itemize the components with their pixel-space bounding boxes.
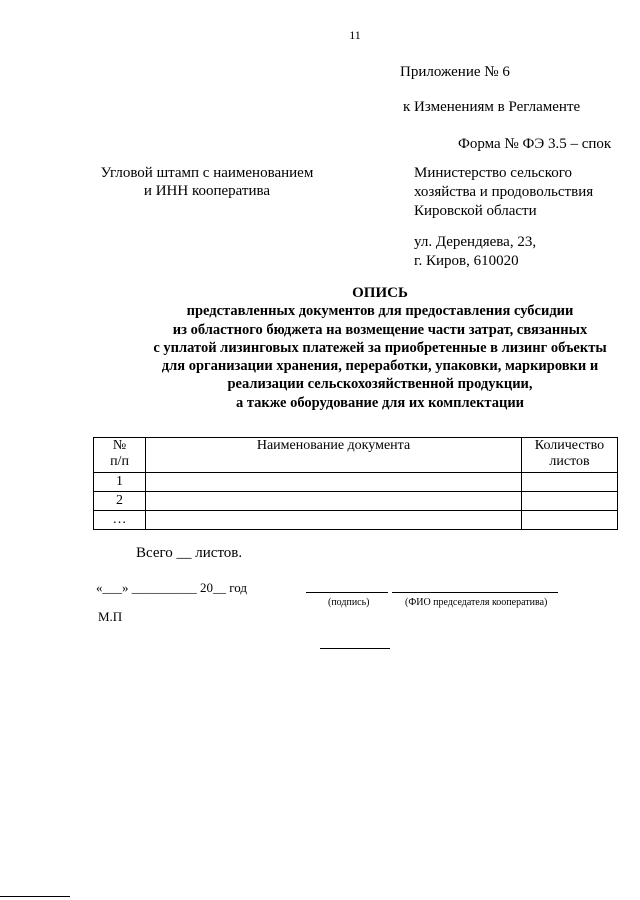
corner-stamp-note [90, 164, 324, 200]
fio-line [392, 592, 558, 593]
separator-line [320, 648, 390, 649]
cell-sheet-count [522, 511, 618, 530]
table-row [94, 492, 618, 511]
table-row [94, 511, 618, 530]
ministry-line-2: хозяйства и продовольствия [414, 184, 594, 200]
recipient-address [414, 233, 536, 271]
documents-table [93, 437, 618, 530]
title-line: с уплатой лизинговых платежей за приобретенные в лизинг объекты [153, 339, 607, 356]
cell-document-name [146, 511, 522, 530]
cell-document-name [146, 492, 522, 511]
stamp-line-1: Угловой штамп с наименованием [100, 165, 314, 181]
cell-document-name [146, 473, 522, 492]
header-document-name: Наименование документа [146, 438, 522, 473]
cell-number: 2 [94, 492, 146, 511]
table-row [94, 473, 618, 492]
signature-caption: (подпись) [328, 597, 370, 608]
cell-sheet-count [522, 473, 618, 492]
page-number: 11 [349, 28, 361, 42]
title-line: а также оборудование для их комплектации [235, 394, 525, 411]
total-sheets: Всего __ листов. [136, 545, 243, 561]
cell-number: 1 [94, 473, 146, 492]
stamp-line-2: и ИНН кооператива [143, 183, 271, 199]
title-line: реализации сельскохозяйственной продукции, [227, 376, 533, 393]
changes-label: к Изменениям в Регламенте [403, 99, 581, 115]
title-line: для организации хранения, переработки, упаковки, маркировки и [161, 358, 599, 375]
date-field: «___» __________ 20__ год [96, 580, 247, 595]
document-title [130, 284, 630, 412]
footnote-separator [0, 896, 70, 897]
title-heading: ОПИСЬ [352, 285, 408, 301]
fio-caption: (ФИО председателя кооператива) [405, 597, 548, 608]
cell-sheet-count [522, 492, 618, 511]
address-street: ул. Дерендяева, 23, [414, 234, 537, 250]
title-line: представленных документов для предоставления субсидии [186, 303, 574, 320]
table-header-row [94, 438, 618, 473]
seal-place-label: М.П [98, 609, 123, 624]
cell-number: … [94, 511, 146, 530]
ministry-line-3: Кировской области [414, 203, 537, 219]
form-number: Форма № ФЭ 3.5 – спок [458, 136, 612, 152]
recipient-ministry [414, 164, 593, 221]
header-number: № п/п [94, 438, 146, 473]
ministry-line-1: Министерство сельского [414, 165, 573, 181]
header-sheet-count: Количество листов [522, 438, 618, 473]
address-city: г. Киров, 610020 [414, 253, 519, 269]
title-line: из областного бюджета на возмещение части затрат, связанных [172, 321, 588, 338]
appendix-label: Приложение № 6 [400, 64, 510, 80]
signature-line [306, 592, 388, 593]
